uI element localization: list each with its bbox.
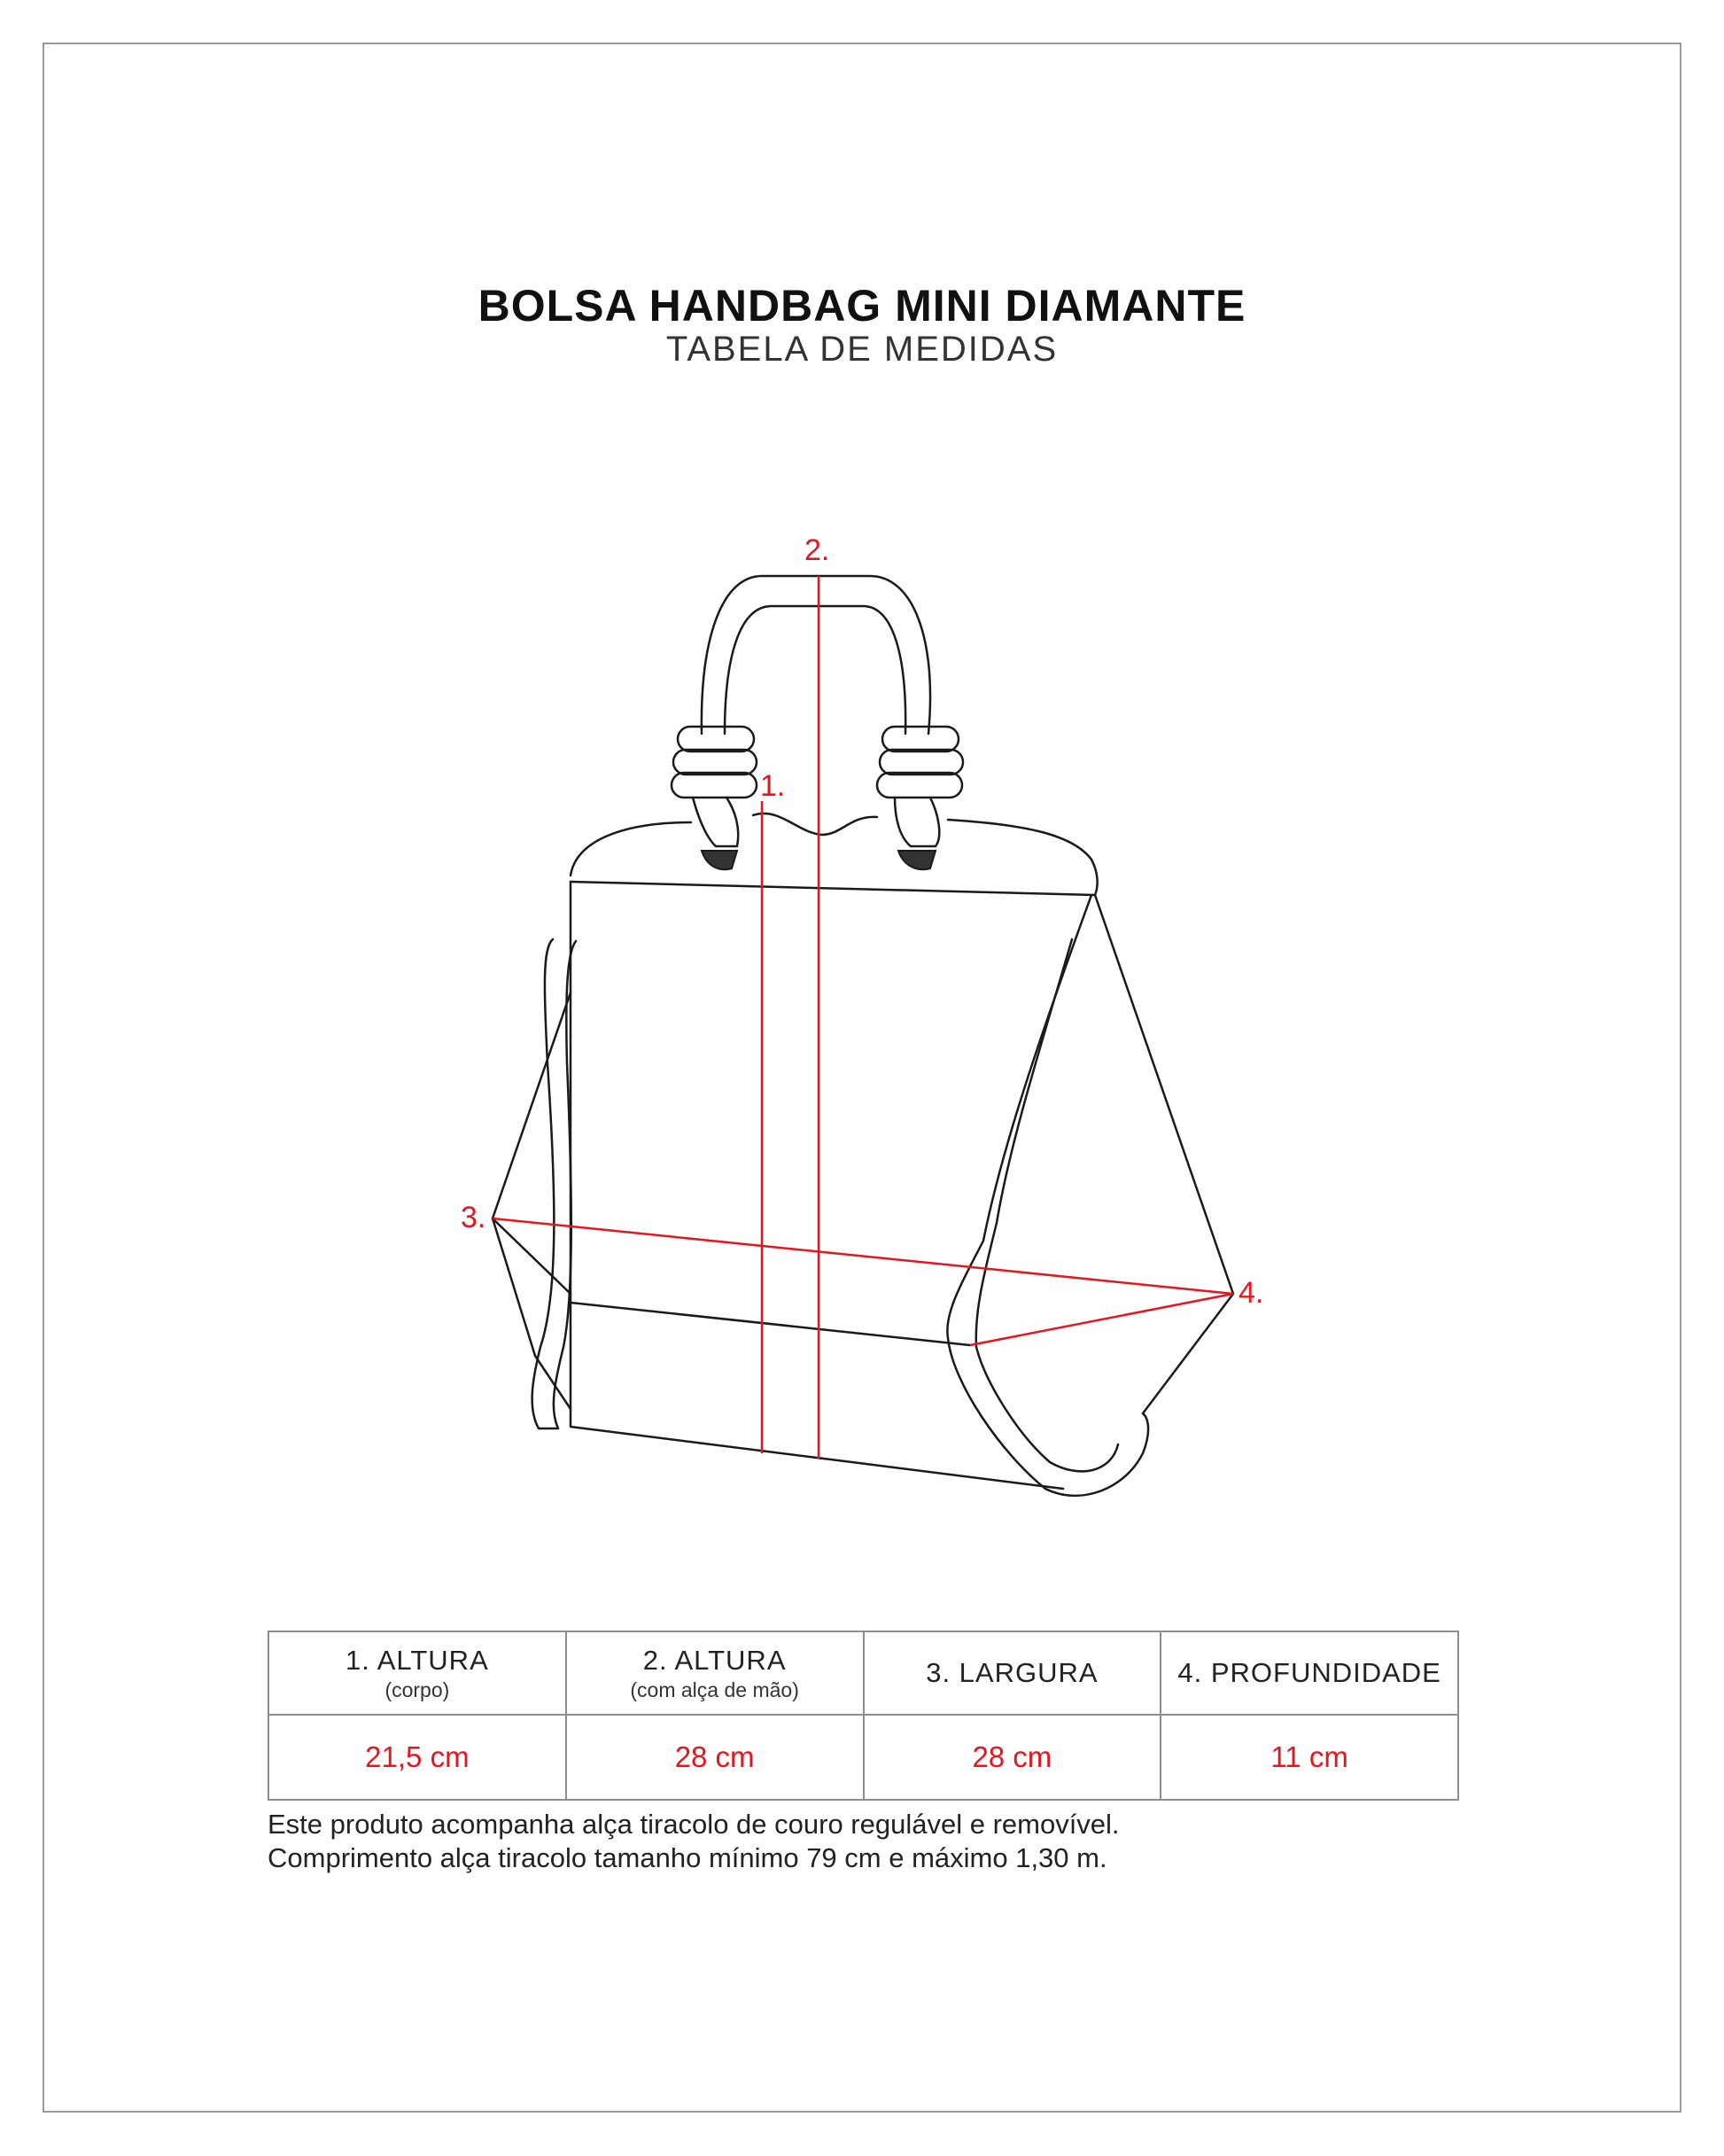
- measure-line-3: [493, 1218, 1233, 1294]
- value-cell: [268, 1715, 566, 1800]
- bag-inner-line: [571, 1303, 970, 1345]
- header-main: 4. PROFUNDIDADE: [1177, 1657, 1441, 1688]
- label-3: 3.: [461, 1201, 486, 1234]
- table-values-row: [268, 1715, 1458, 1800]
- product-notes: [268, 1808, 1508, 1875]
- handle-leg-right: [895, 798, 939, 846]
- ring-right-1: [882, 727, 959, 751]
- table-header-row: [268, 1631, 1458, 1715]
- header-cell-altura-corpo: [268, 1631, 566, 1715]
- bag-left-gusset: [493, 992, 571, 1409]
- label-2: 2.: [804, 533, 830, 567]
- ring-left-2: [673, 750, 757, 774]
- value-altura-corpo: 21,5 cm: [365, 1740, 470, 1773]
- header-cell-altura-alca: [566, 1631, 864, 1715]
- page-title: BOLSA HANDBAG MINI DIAMANTE: [478, 281, 1246, 331]
- handle-outer: [702, 576, 930, 734]
- header-sub: (corpo): [384, 1677, 450, 1701]
- ring-right-2: [880, 750, 963, 774]
- header-cell-profundidade: [1161, 1631, 1458, 1715]
- ring-left-1: [678, 727, 754, 751]
- strap-right-outer: [947, 895, 1148, 1496]
- bag-top-edge: [571, 882, 1095, 895]
- measurements-table: [268, 1631, 1459, 1801]
- measure-line-4: [970, 1294, 1233, 1345]
- header-main: 2. ALTURA: [642, 1644, 787, 1676]
- note-line-2: Comprimento alça tiracolo tamanho mínimo 79 cm e máximo 1,30 m.: [268, 1842, 1107, 1873]
- ring-left-3: [672, 773, 757, 798]
- bag-right-gusset: [1095, 895, 1233, 1413]
- label-1: 1.: [760, 769, 786, 803]
- strap-left: [532, 939, 576, 1428]
- note-line-1: Este produto acompanha alça tiracolo de couro regulável e removível.: [268, 1809, 1120, 1840]
- header-main: 3. LARGURA: [926, 1657, 1099, 1688]
- handle-inner: [725, 606, 905, 734]
- foot-cap-left: [702, 851, 737, 869]
- ring-right-3: [877, 773, 962, 798]
- header-main: 1. ALTURA: [345, 1644, 489, 1676]
- header-cell-largura: [864, 1631, 1161, 1715]
- value-profundidade: 11 cm: [1270, 1740, 1348, 1773]
- header-sub: (com alça de mão): [630, 1677, 799, 1701]
- value-altura-alca: 28 cm: [674, 1740, 755, 1773]
- page-subtitle: TABELA DE MEDIDAS: [665, 330, 1059, 369]
- value-largura: 28 cm: [972, 1740, 1052, 1773]
- label-4: 4.: [1239, 1276, 1264, 1310]
- value-cell: [864, 1715, 1161, 1800]
- value-cell: [566, 1715, 864, 1800]
- foot-cap-right: [898, 851, 936, 869]
- handle-leg-left: [693, 798, 738, 846]
- value-cell: [1161, 1715, 1458, 1800]
- bag-front: [571, 882, 1063, 1489]
